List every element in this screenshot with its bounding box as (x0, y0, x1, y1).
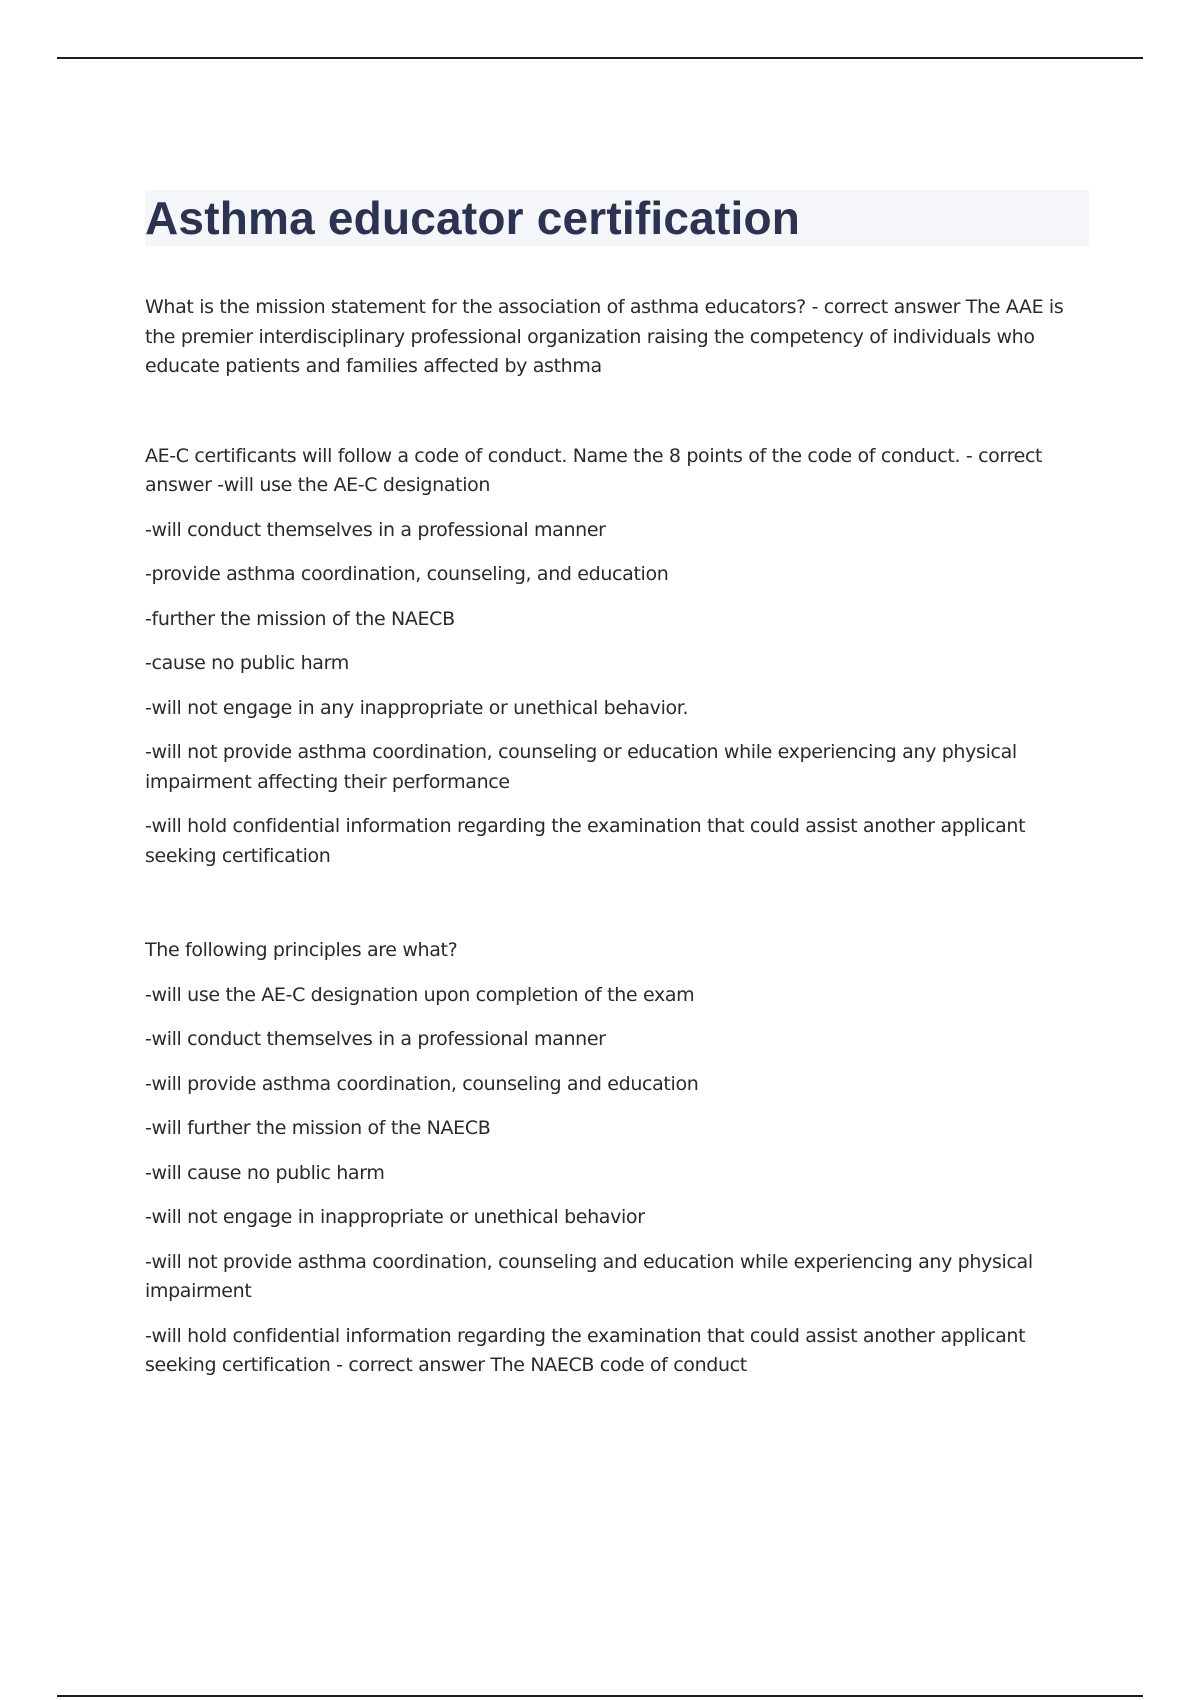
list-item: -will conduct themselves in a professional manner (145, 518, 606, 541)
list-item: -provide asthma coordination, counseling, and education (145, 563, 669, 585)
qa-question: The following principles are what? (145, 939, 458, 961)
list-item: -will provide asthma coordination, counseling and education (145, 1072, 699, 1095)
list-item: -will hold confidential information regarding the examination that could assist another applicant seeking certification (145, 815, 1026, 867)
list-item: -will not provide asthma coordination, counseling or education while experiencing any physical impairment affecting their performance (145, 741, 1017, 793)
list-item: -cause no public harm (145, 652, 349, 674)
list-item: -will hold confidential information regarding the examination that could assist another applicant seeking certification - correct answer The NAECB code of conduct (145, 1324, 1026, 1376)
bottom-rule (57, 1695, 1143, 1697)
document-body (145, 190, 1089, 1381)
page-title: Asthma educator certification (145, 192, 801, 244)
qa-question: AE-C certificants will follow a code of conduct. Name the 8 points of the code of conduct. - correct answer -will use the AE-C designation (145, 444, 1043, 496)
top-rule (57, 57, 1143, 59)
list-item: -will not engage in inappropriate or unethical behavior (145, 1206, 645, 1228)
qa-mission-statement: What is the mission statement for the association of asthma educators? - correct answer The AAE is the premier interdisciplinary professional organization raising the competency of individuals who educate patients and families affected by asthma (145, 296, 1064, 377)
list-item: -will cause no public harm (145, 1161, 385, 1184)
qa-principles (145, 936, 1089, 1381)
list-item: -will further the mission of the NAECB (145, 1117, 491, 1139)
list-item: -will not provide asthma coordination, counseling and education while experiencing any physical impairment (145, 1250, 1033, 1302)
list-item: -will not engage in any inappropriate or unethical behavior. (145, 696, 689, 719)
qa-code-of-conduct (145, 442, 1089, 872)
list-item: -will use the AE-C designation upon completion of the exam (145, 983, 695, 1006)
list-item: -further the mission of the NAECB (145, 607, 455, 630)
title-band (145, 190, 1089, 246)
list-item: -will conduct themselves in a professional manner (145, 1028, 606, 1050)
